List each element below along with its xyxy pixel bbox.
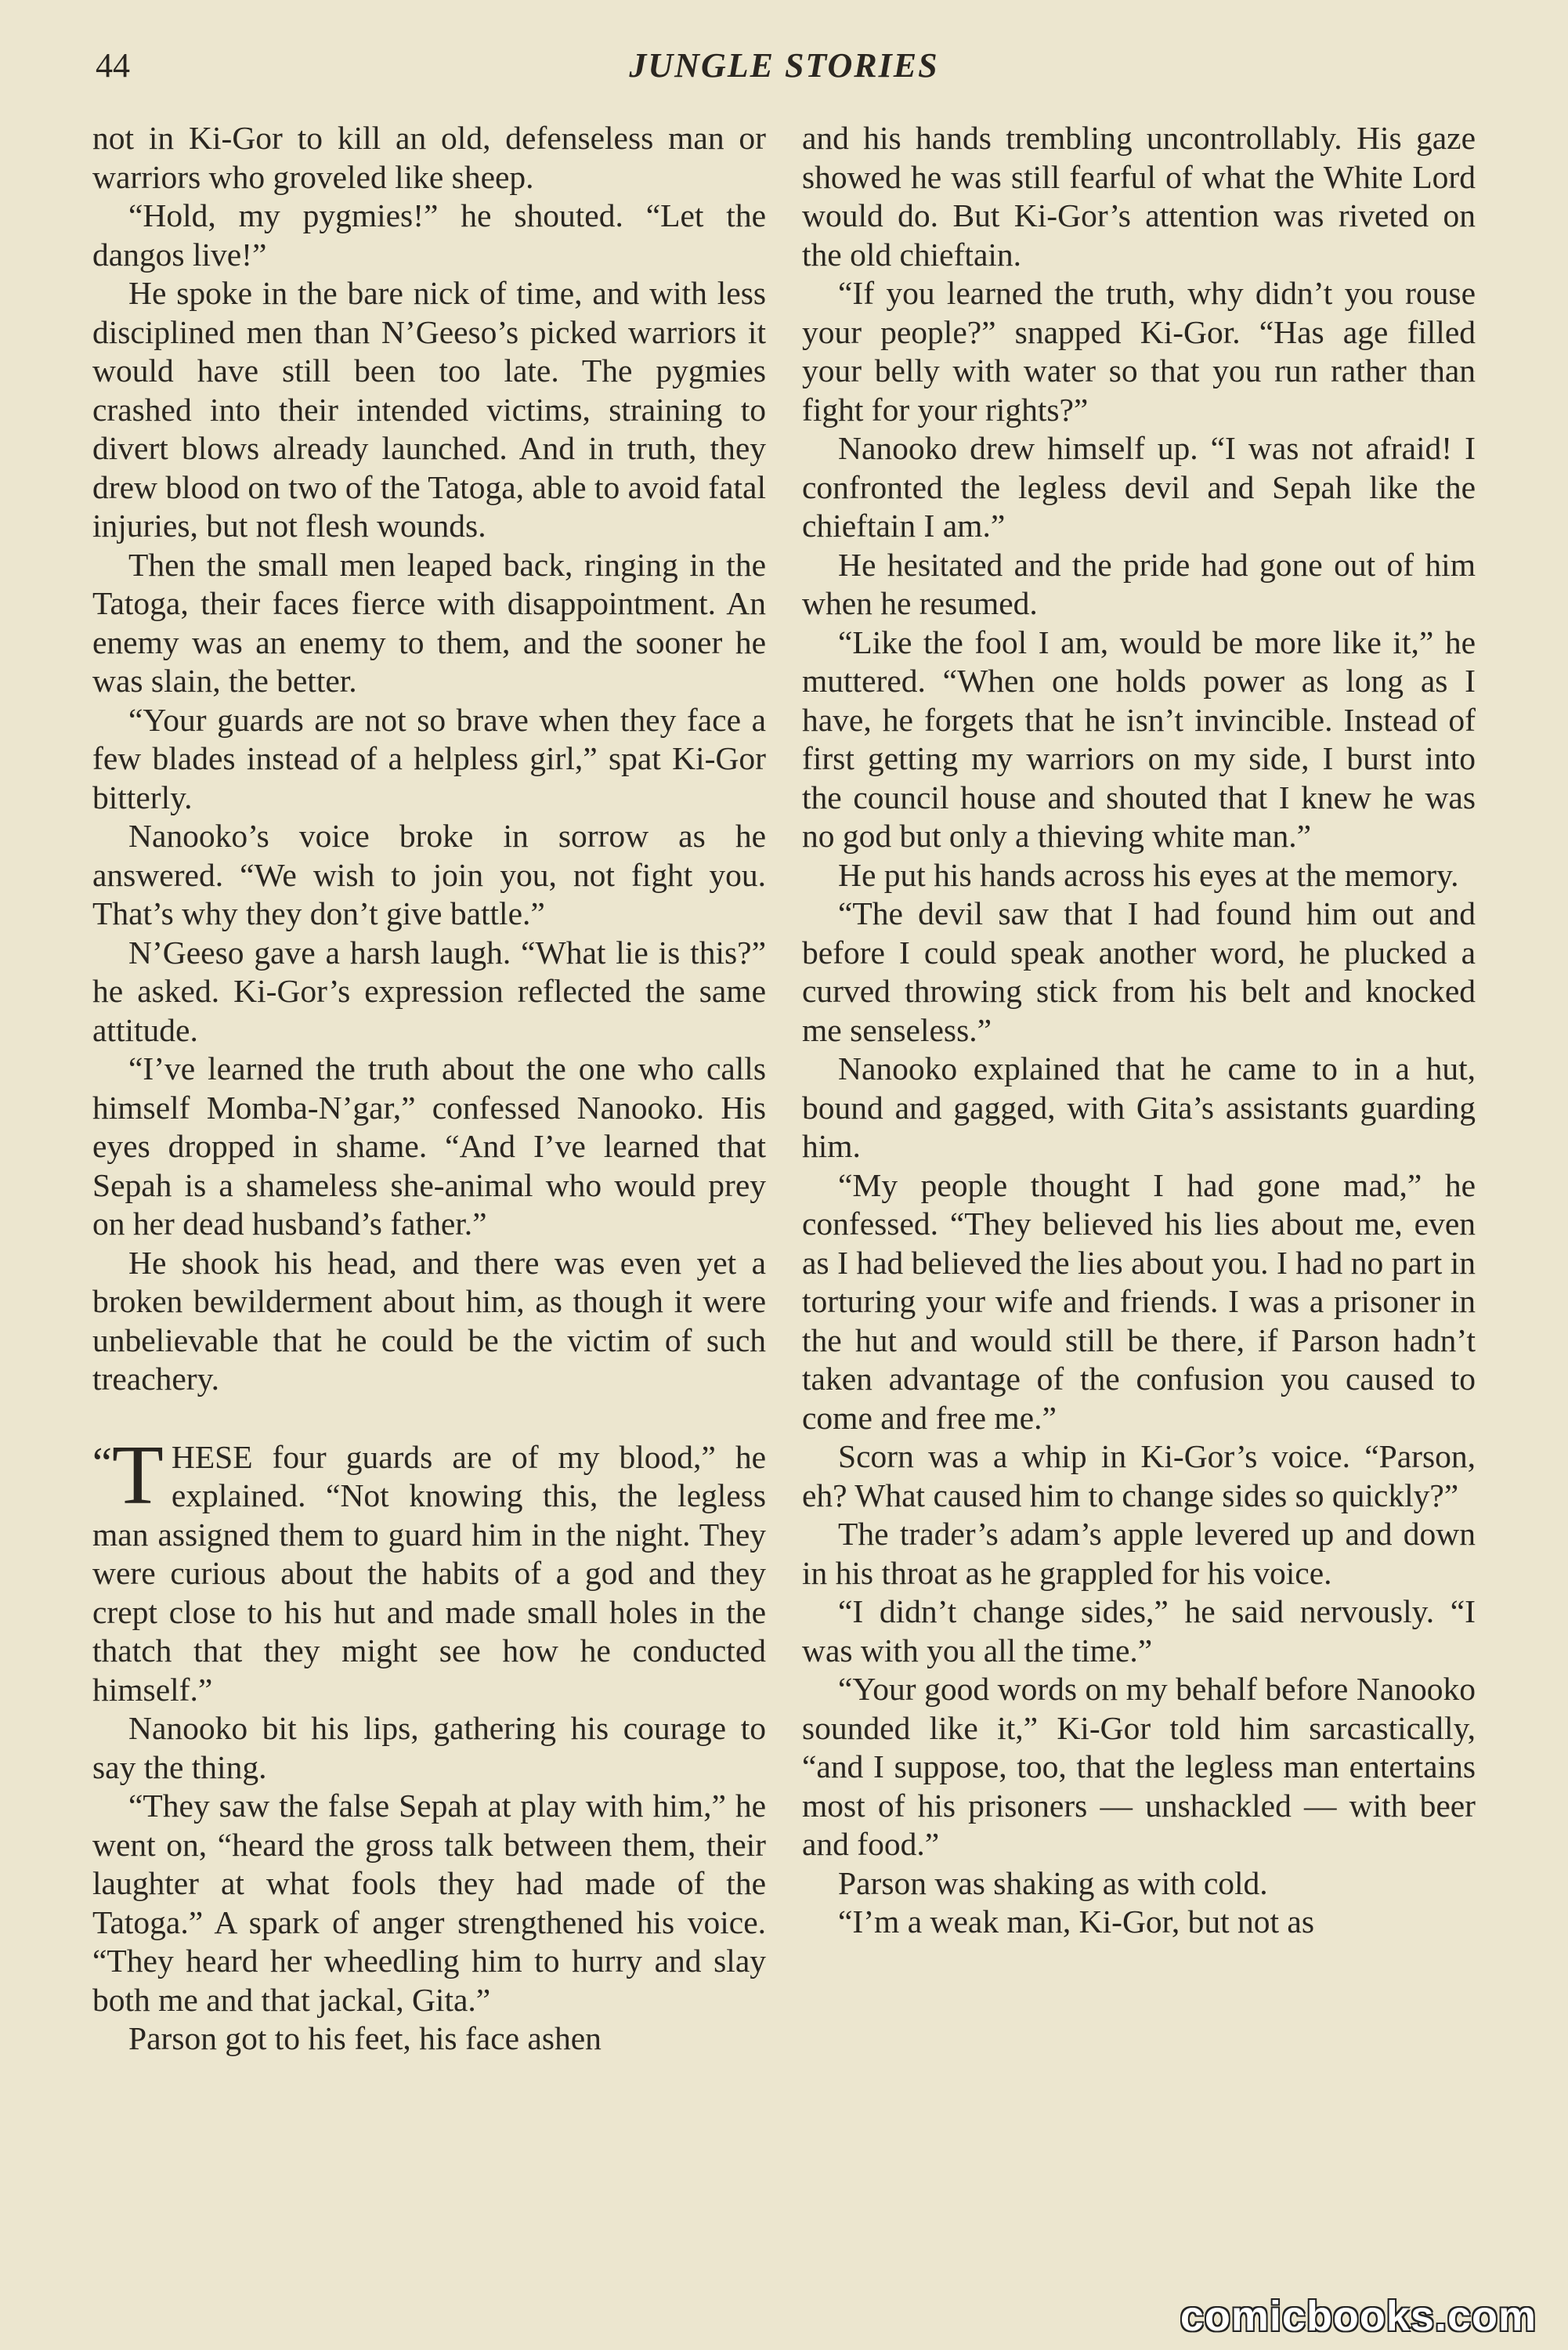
dropcap-paragraph: [92, 1428, 766, 1710]
paragraph: not in Ki-Gor to kill an old, defenseless man or warriors who groveled like sheep.: [92, 120, 766, 195]
dropcap: [92, 1428, 164, 1522]
paragraph: “If you learned the truth, why didn’t you rouse your people?” snapped Ki-Gor. “Has age filled your belly with water so that you run rather than fight for your rights?”: [802, 275, 1476, 428]
paragraph: “Your good words on my behalf before Nanooko sounded like it,” Ki-Gor told him sarcastically, “and I suppose, too, that the legless man entertains most of his prisoners — unshackled — with beer and food.”: [802, 1671, 1476, 1862]
paragraph: Scorn was a whip in Ki-Gor’s voice. “Parson, eh? What caused him to change sides so quickly?”: [802, 1438, 1476, 1513]
paragraph: “Like the fool I am, would be more like it,” he muttered. “When one holds power as long as I have, he forgets that he isn’t invincible. Instead of first getting my warriors on my side, I burst into the council house and shouted that I knew he was no god but only a thieving white man.”: [802, 624, 1476, 854]
paragraph: He spoke in the bare nick of time, and with less disciplined men than N’Geeso’s picked warriors it would have still been too late. The pygmies crashed into their intended victims, straining to divert blows already launched. And in truth, they drew blood on two of the Tatoga, able to avoid fatal injuries, but not flesh wounds.: [92, 275, 766, 544]
left-column: [92, 119, 766, 2059]
paragraph: “I’m a weak man, Ki-Gor, but not as: [838, 1904, 1314, 1940]
paragraph: “They saw the false Sepah at play with him,” he went on, “heard the gross talk between them, their laughter at what fools they had made of the Tatoga.” A spark of anger strengthened his voice. “They heard her wheedling him to hurry and slay both me and that jackal, Gita.”: [92, 1788, 766, 2018]
paragraph: “Your guards are not so brave when they face a few blades instead of a helpless girl,” spat Ki-Gor bitterly.: [92, 701, 766, 815]
paragraph: “The devil saw that I had found him out and before I could speak another word, he plucked a curved throwing stick from his belt and knocked me senseless.”: [802, 895, 1476, 1048]
paragraph: Nanooko bit his lips, gathering his courage to say the thing.: [92, 1710, 766, 1785]
watermark: comicbooks.com: [1180, 2293, 1537, 2340]
paragraph: “My people thought I had gone mad,” he confessed. “They believed his lies about me, even as I had believed the lies about you. I had no part in torturing your wife and friends. I was a prisoner in the hut and would still be there, if Parson hadn’t taken advantage of the confusion you caused to come and free me.”: [802, 1166, 1476, 1436]
section-break: [92, 1399, 766, 1438]
page-number: 44: [96, 46, 130, 85]
paragraph: The trader’s adam’s apple levered up and down in his throat as he grappled for his voice.: [802, 1516, 1476, 1591]
paragraph: “Hold, my pygmies!” he shouted. “Let the dangos live!”: [92, 197, 766, 273]
paragraph: “I’ve learned the truth about the one who calls himself Momba-N’gar,” confessed Nanooko. His eyes dropped in shame. “And I’ve learned that Sepah is a shameless she-animal who would prey on her dead husband’s father.”: [92, 1050, 766, 1242]
paragraph: “I didn’t change sides,” he said nervously. “I was with you all the time.”: [802, 1593, 1476, 1668]
paragraph: He hesitated and the pride had gone out of him when he resumed.: [802, 546, 1476, 621]
paragraph: Nanooko drew himself up. “I was not afraid! I confronted the legless devil and Sepah like the chieftain I am.”: [802, 430, 1476, 544]
right-column: [802, 119, 1476, 1942]
paragraph: Nanooko explained that he came to in a hut, bound and gagged, with Gita’s assistants guarding him.: [802, 1050, 1476, 1164]
paragraph: Parson was shaking as with cold.: [838, 1864, 1268, 1901]
paragraph: N’Geeso gave a harsh laugh. “What lie is this?” he asked. Ki-Gor’s expression reflected the same attitude.: [92, 934, 766, 1048]
dropcap-letter: T: [111, 1428, 164, 1522]
paragraph: Nanooko’s voice broke in sorrow as he answered. “We wish to join you, not fight you. That’s why they don’t give battle.”: [92, 818, 766, 931]
page-header: [96, 45, 1472, 92]
dropcap-quote: “: [92, 1438, 112, 1488]
paragraph: He shook his head, and there was even yet a broken bewilderment about him, as though it were unbelievable that he could be the victim of such treachery.: [92, 1244, 766, 1397]
paragraph: Parson got to his feet, his face ashen: [128, 2020, 602, 2056]
paragraph: Then the small men leaped back, ringing in the Tatoga, their faces fierce with disappointment. An enemy was an enemy to them, and the sooner he was slain, the better.: [92, 546, 766, 699]
paragraph: and his hands trembling uncontrollably. His gaze showed he was still fearful of what the White Lord would do. But Ki-Gor’s attention was riveted on the old chieftain.: [802, 120, 1476, 273]
dropcap-rest: HESE four guards are of my blood,” he explained. “Not knowing this, the legless man assigned them to guard him in the night. They were curious about the habits of a god and they crept close to his hut and made small holes in the thatch that they might see how he conducted himself.”: [92, 1438, 766, 1708]
paragraph: He put his hands across his eyes at the memory.: [838, 856, 1459, 893]
running-title: JUNGLE STORIES: [629, 46, 939, 85]
